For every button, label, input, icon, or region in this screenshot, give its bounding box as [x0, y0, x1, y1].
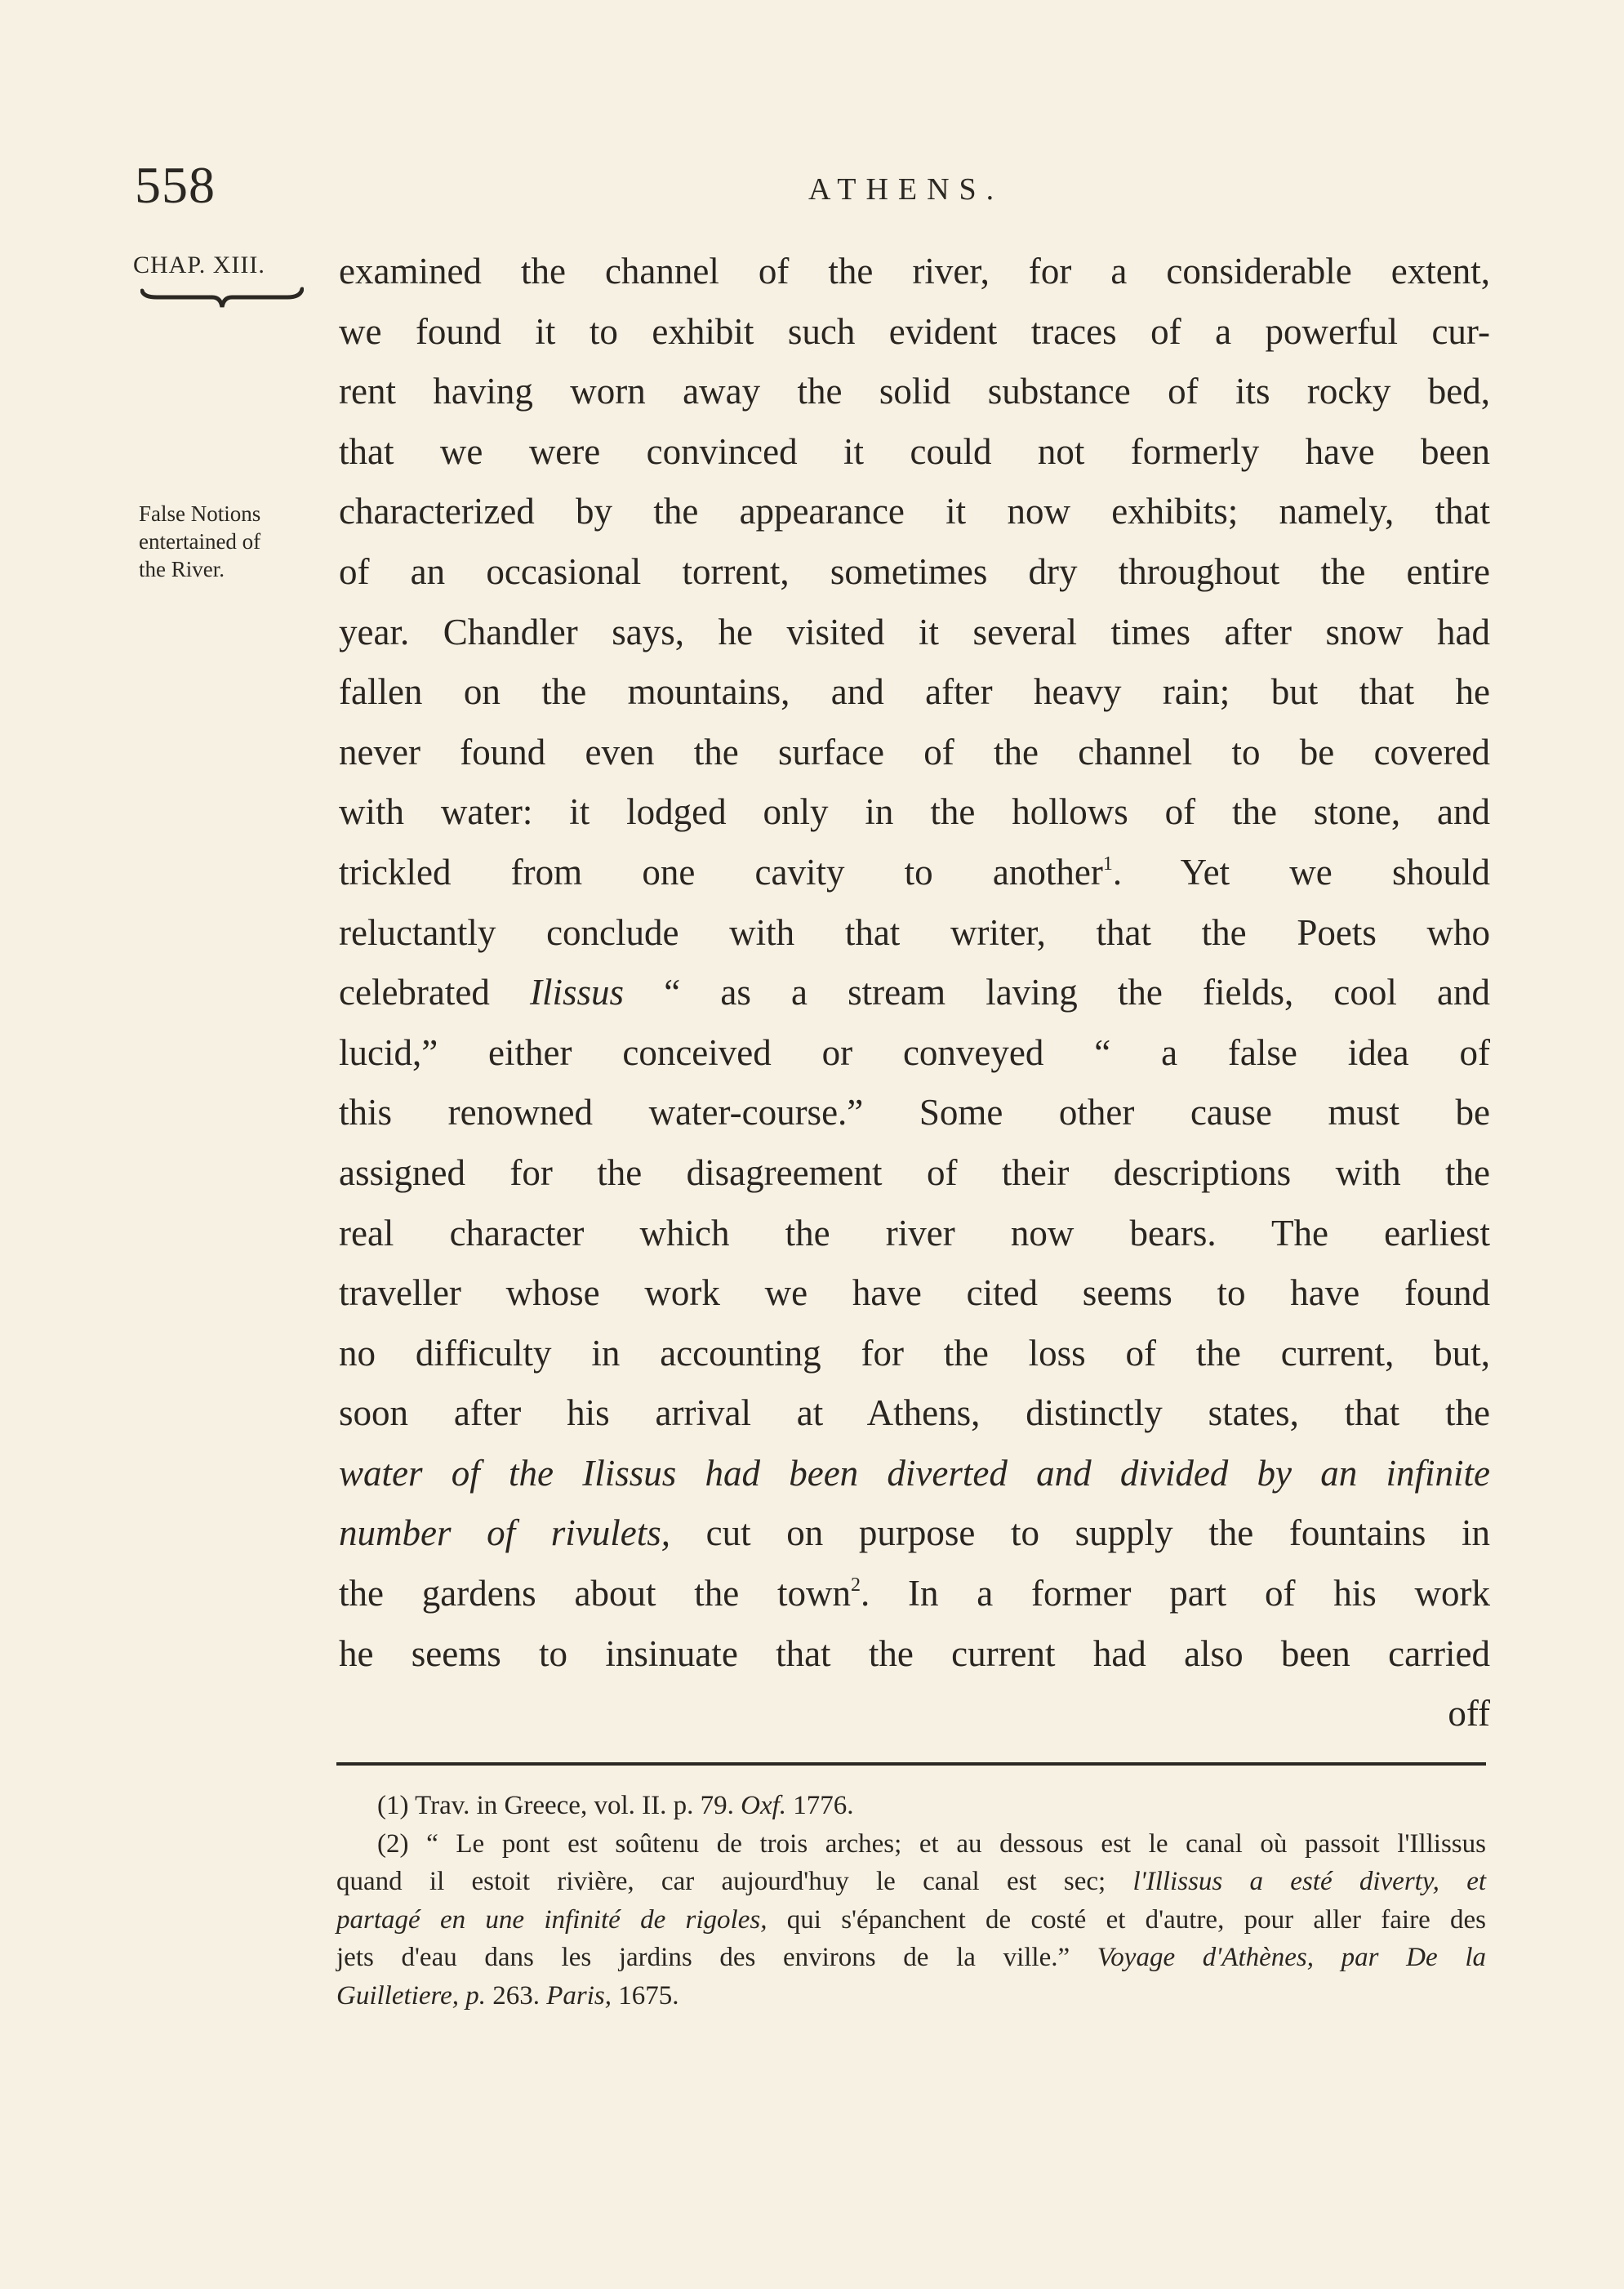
text-line: this renowned water-course.” Some other cause must be: [339, 1092, 1490, 1133]
text-run: cut on purpose to supply the fountains in: [705, 1512, 1491, 1554]
text-run: “ as a stream laving the fields, cool and: [664, 972, 1491, 1013]
footnote-2-line: [336, 1939, 1486, 1977]
sidenote-line: the River.: [139, 557, 225, 581]
text-line: he seems to insinuate that the current had also been carried: [339, 1632, 1490, 1674]
italic-run: partagé en une infinité de rigoles,: [336, 1904, 768, 1935]
text-run: . In a former part of his work: [860, 1573, 1490, 1614]
text-run: qui s'épanchent de costé et d'autre, pour aller faire des: [786, 1904, 1487, 1935]
text-line: [339, 1564, 1490, 1624]
italic-name: Ilissus: [530, 972, 625, 1013]
text-run: . Yet we should: [1112, 851, 1490, 893]
text-run: celebrated: [339, 972, 490, 1013]
footnote-2-line: [336, 1863, 1486, 1901]
italic-quote: number of rivulets,: [339, 1512, 670, 1554]
text-run: (1) Trav. in Greece, vol. II. p. 79.: [377, 1791, 734, 1820]
text-line: never found even the surface of the channel to be covered: [339, 731, 1490, 773]
text-run: the gardens about the town: [339, 1573, 851, 1614]
footnote-2-line: (2) “ Le pont est soûtenu de trois arches; et au dessous est le canal où passoit l'Illissus: [377, 1828, 1486, 1859]
footnote-2-line: [336, 1977, 1486, 2015]
sidenote-line: entertained of: [139, 529, 261, 554]
footnotes: [336, 1787, 1486, 2015]
text-line: rent having worn away the solid substance of its rocky bed,: [339, 371, 1490, 412]
text-line: traveller whose work we have cited seems to have found: [339, 1272, 1490, 1314]
footnote-ref-1: 1: [1102, 853, 1113, 875]
text-line: no difficulty in accounting for the loss of the current, but,: [339, 1332, 1490, 1374]
brace-ornament-icon: [140, 286, 304, 312]
footnote-1: [336, 1787, 1486, 1825]
text-line: assigned for the disagreement of their descriptions with the: [339, 1151, 1490, 1193]
text-line: fallen on the mountains, and after heavy rain; but that he: [339, 671, 1490, 713]
text-line: real character which the river now bears. The earliest: [339, 1212, 1490, 1254]
page-number: 558: [135, 156, 216, 214]
text-line: soon after his arrival at Athens, distinctly states, that the: [339, 1392, 1490, 1434]
text-run: jets d'eau dans les jardins des environs de la ville.”: [336, 1943, 1070, 1972]
text-line: we found it to exhibit such evident traces of a powerful cur-: [339, 310, 1490, 352]
text-run: trickled from one cavity to another: [339, 851, 1103, 893]
text-line: that we were convinced it could not formerly have been: [339, 430, 1490, 472]
italic-run: Voyage d'Athènes, par De la: [1097, 1943, 1486, 1972]
footnote-divider: [336, 1762, 1486, 1766]
footnote-2-line: [336, 1901, 1486, 1939]
text-run: 1675.: [618, 1980, 679, 2011]
italic-run: Paris,: [546, 1980, 612, 2011]
text-line: [339, 1444, 1490, 1504]
italic-quote: water of the Ilissus had been diverted and divided by an infinite: [339, 1452, 1490, 1494]
text-line: [339, 843, 1490, 903]
text-run: quand il estoit rivière, car aujourd'huy le canal est sec;: [336, 1867, 1106, 1896]
text-run: 1776.: [793, 1791, 854, 1820]
footnote-ref-2: 2: [850, 1574, 861, 1597]
chapter-label: CHAP. XIII.: [133, 252, 265, 278]
catchword: off: [1448, 1693, 1490, 1735]
text-line: [339, 1503, 1490, 1564]
sidenote-line: False Notions: [139, 501, 261, 526]
marginal-sidenote: [139, 500, 327, 583]
italic-run: Oxf.: [741, 1791, 787, 1820]
running-head: ATHENS.: [808, 172, 1004, 207]
italic-run: Guilletiere, p.: [336, 1980, 486, 2011]
text-line: with water: it lodged only in the hollows of the stone, and: [339, 791, 1490, 833]
italic-run: l'Illissus a esté diverty, et: [1132, 1867, 1487, 1896]
text-line: lucid,” either conceived or conveyed “ a false idea of: [339, 1031, 1490, 1073]
text-line: examined the channel of the river, for a considerable extent,: [339, 251, 1490, 292]
text-line: [339, 963, 1490, 1023]
text-line: year. Chandler says, he visited it several times after snow had: [339, 611, 1490, 652]
text-run: 263.: [492, 1980, 540, 2011]
text-line: reluctantly conclude with that writer, that the Poets who: [339, 911, 1490, 953]
main-text: [339, 242, 1490, 1744]
text-line: of an occasional torrent, sometimes dry throughout the entire: [339, 550, 1490, 592]
text-line: characterized by the appearance it now exhibits; namely, that: [339, 491, 1490, 532]
